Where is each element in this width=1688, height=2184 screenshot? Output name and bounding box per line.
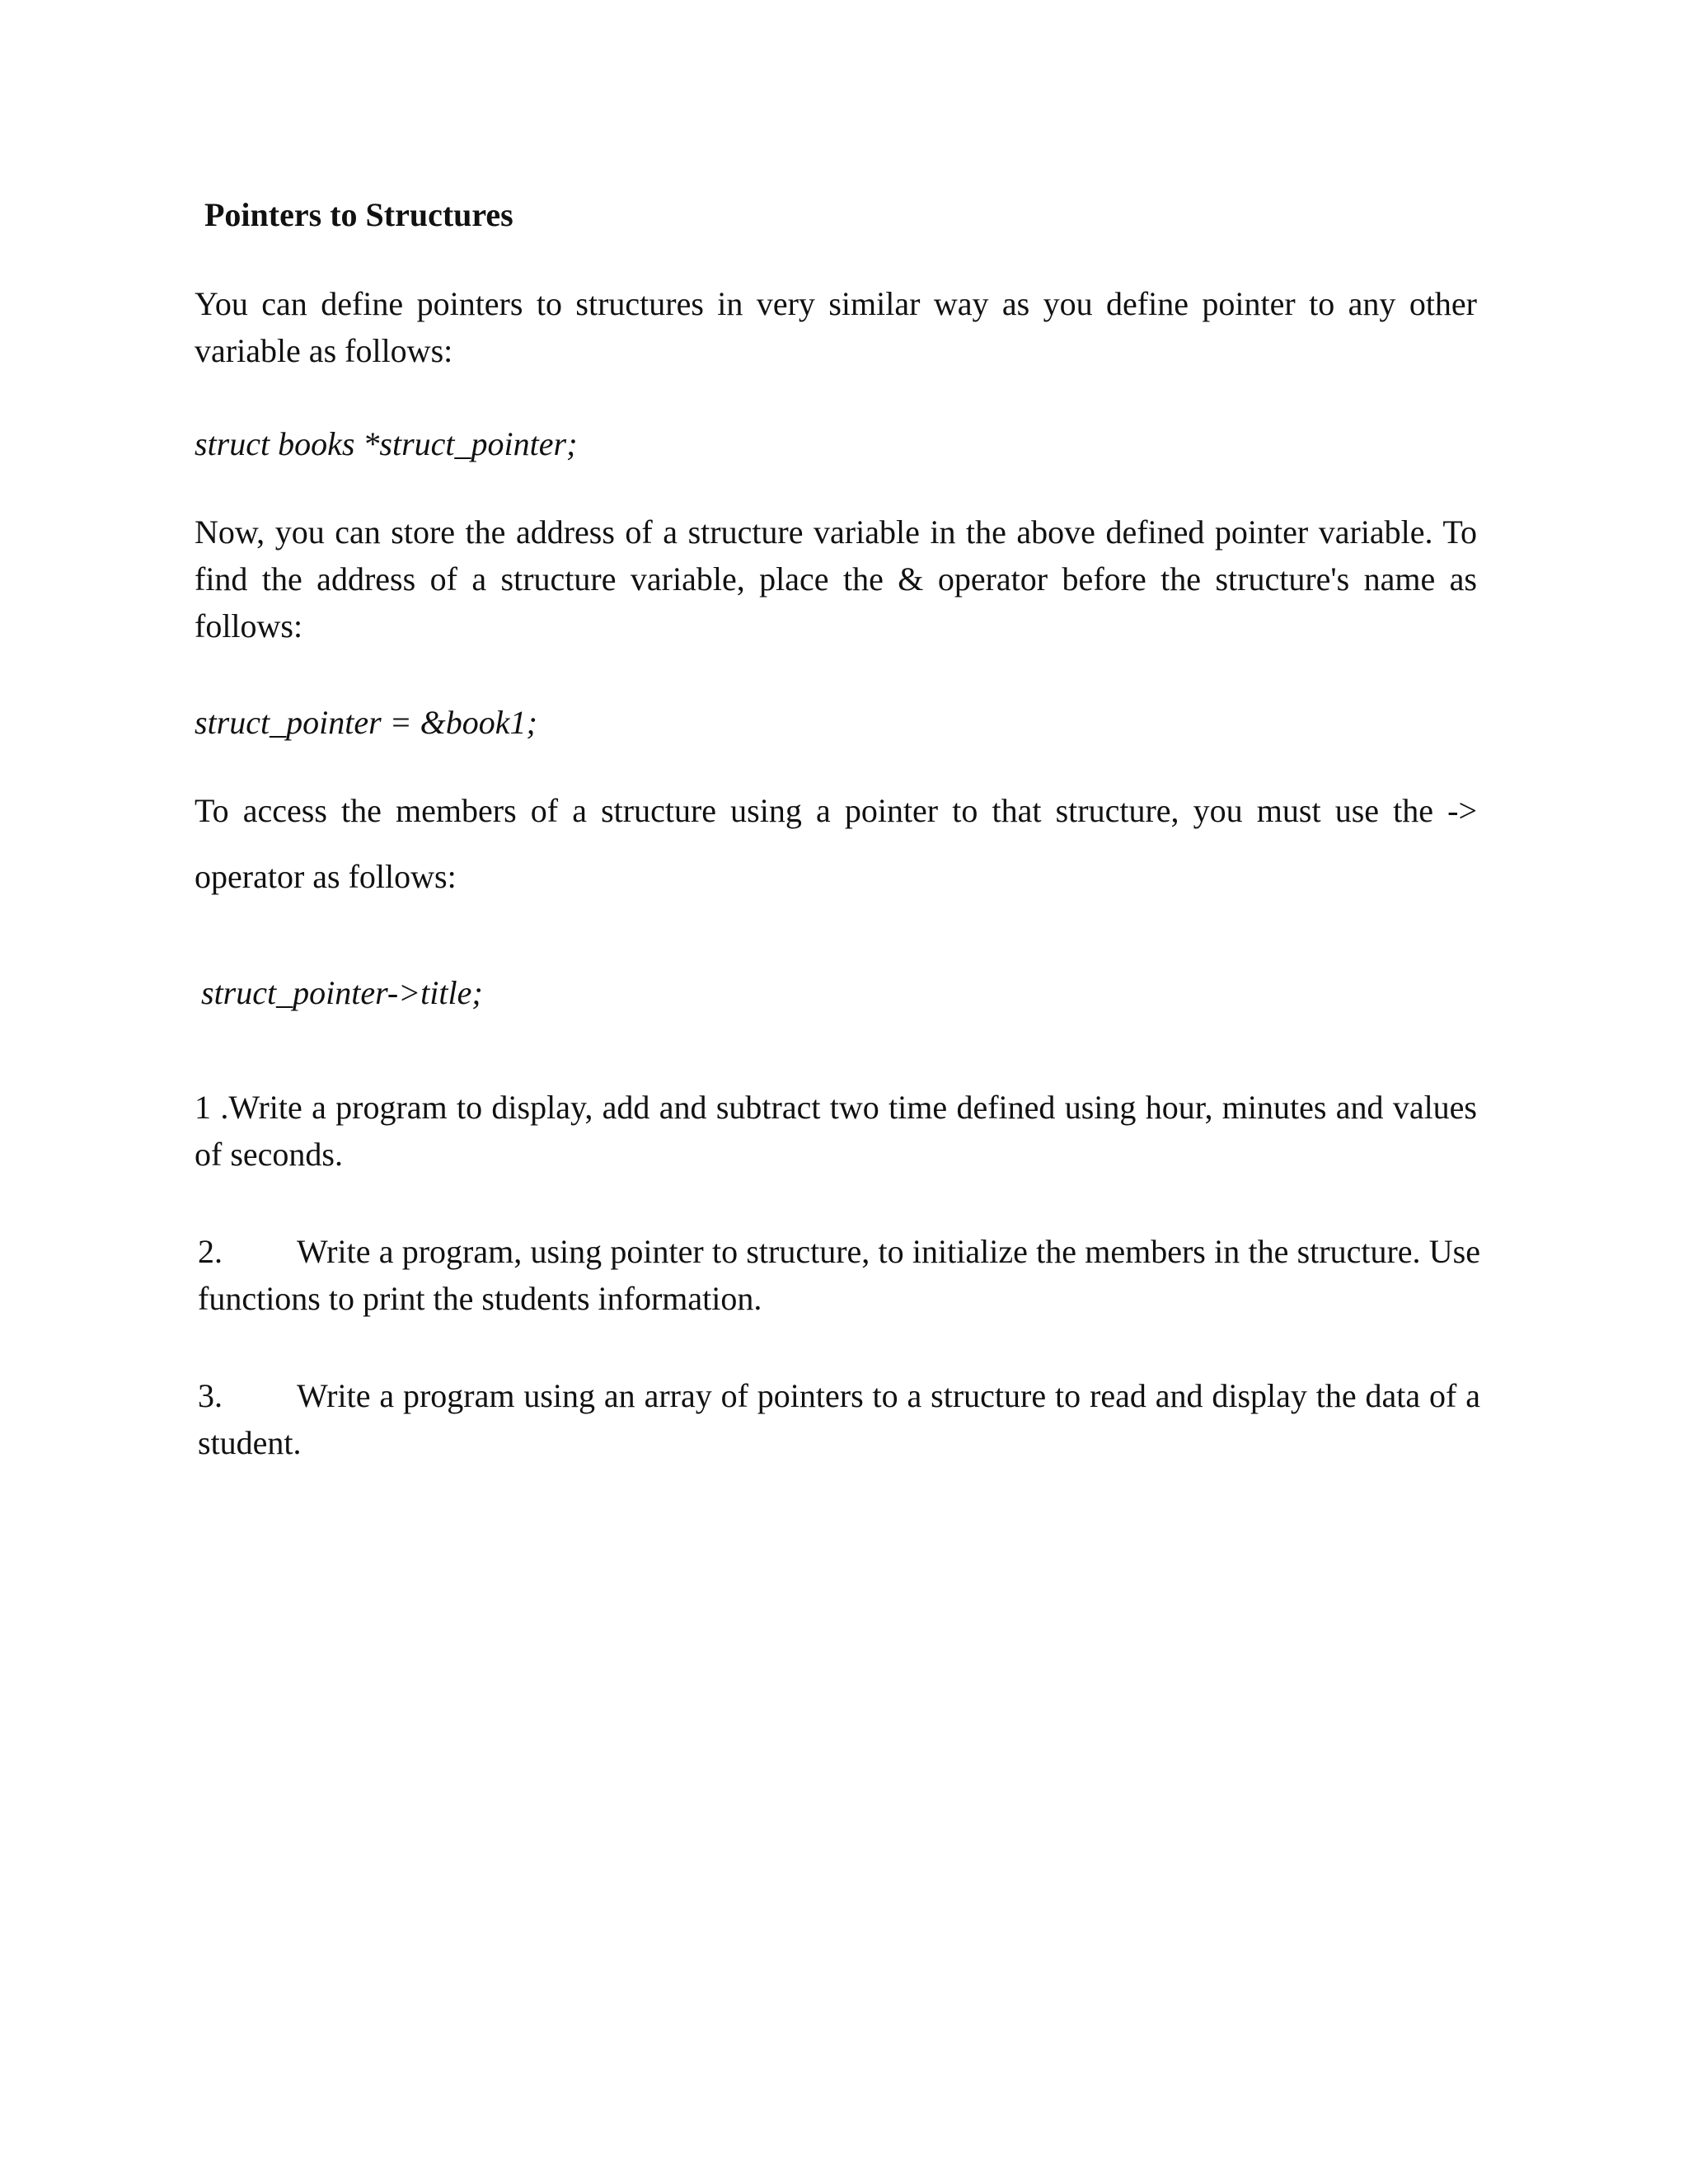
- exercise-2-number: 2.: [198, 1233, 223, 1270]
- exercise-2: [198, 1228, 1480, 1322]
- exercise-1: [195, 1084, 1477, 1178]
- exercise-3-number: 3.: [198, 1377, 223, 1414]
- code-declaration: struct books *struct_pointer;: [195, 425, 578, 462]
- intro-paragraph: You can define pointers to structures in very similar way as you define pointer to any other variable as follows:: [195, 285, 1477, 369]
- code-access: struct_pointer->title;: [201, 974, 483, 1011]
- exercise-3: [198, 1372, 1480, 1466]
- exercise-2-text: Write a program, using pointer to structure, to initialize the members in the structure. Use functions to print the students information.: [198, 1233, 1480, 1317]
- exercise-3-text: Write a program using an array of pointers to a structure to read and display the data of a student.: [198, 1377, 1480, 1461]
- exercise-1-number: 1 .: [195, 1089, 229, 1126]
- address-paragraph: Now, you can store the address of a structure variable in the above defined pointer variable. To find the address of a structure variable, place the & operator before the structure's name as follows:: [195, 513, 1477, 644]
- exercise-1-text: Write a program to display, add and subtract two time defined using hour, minutes and values of seconds.: [195, 1089, 1478, 1173]
- access-paragraph: To access the members of a structure using a pointer to that structure, you must use the -> operator as follows:: [195, 792, 1477, 895]
- code-address: struct_pointer = &book1;: [195, 704, 537, 741]
- page-title: Pointers to Structures: [204, 196, 513, 233]
